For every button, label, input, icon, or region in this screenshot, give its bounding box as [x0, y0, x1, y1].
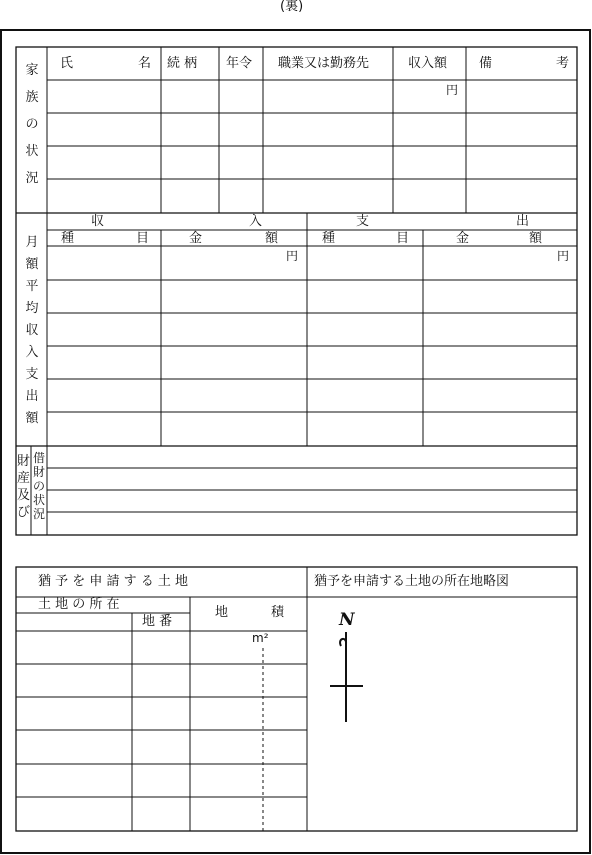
income-yen-unit: 円 — [286, 249, 299, 263]
page-side-label: (裏) — [280, 0, 304, 14]
family-yen-unit: 円 — [446, 83, 459, 97]
assets-label-right: 借 財 の 状 況 — [32, 451, 45, 521]
header-occupation: 職業又は勤務先 — [278, 56, 370, 71]
expense-kind-1: 種 — [322, 231, 336, 246]
map-title: 猶予を申請する土地の所在地略図 — [314, 574, 510, 589]
header-name-1: 氏 — [60, 56, 74, 71]
land-area-header-1: 地 — [215, 605, 229, 620]
north-letter: N — [339, 610, 355, 630]
expense-header-1: 支 — [356, 214, 370, 229]
header-remarks-2: 考 — [556, 56, 570, 71]
land-area-unit: m² — [252, 631, 269, 645]
land-lot-header: 地 番 — [142, 614, 173, 629]
expense-kind-2: 目 — [396, 231, 410, 246]
header-remarks-1: 備 — [479, 56, 493, 71]
expense-header-2: 出 — [516, 214, 530, 229]
income-amount-2: 額 — [265, 231, 279, 246]
expense-yen-unit: 円 — [557, 249, 570, 263]
land-location-header: 土 地 の 所 在 — [38, 597, 120, 612]
land-title: 猶 予 を 申 請 す る 土 地 — [38, 574, 189, 589]
income-kind-1: 種 — [61, 231, 75, 246]
monthly-side-label: 月 額 平 均 収 入 支 出 額 — [25, 235, 39, 426]
north-arrow-icon — [325, 610, 370, 725]
assets-label-left: 財 産 及 び — [16, 454, 30, 520]
expense-amount-1: 金 — [456, 231, 470, 246]
income-kind-2: 目 — [136, 231, 150, 246]
land-area-header-2: 積 — [271, 605, 285, 620]
income-amount-1: 金 — [189, 231, 203, 246]
header-income: 収入額 — [408, 56, 448, 71]
income-header-1: 収 — [91, 214, 105, 229]
header-relation: 続 柄 — [167, 56, 198, 71]
header-age: 年令 — [226, 56, 253, 71]
income-header-2: 入 — [249, 214, 263, 229]
family-side-label: 家 族 の 状 況 — [25, 63, 39, 186]
expense-amount-2: 額 — [529, 231, 543, 246]
header-name-2: 名 — [138, 56, 152, 71]
